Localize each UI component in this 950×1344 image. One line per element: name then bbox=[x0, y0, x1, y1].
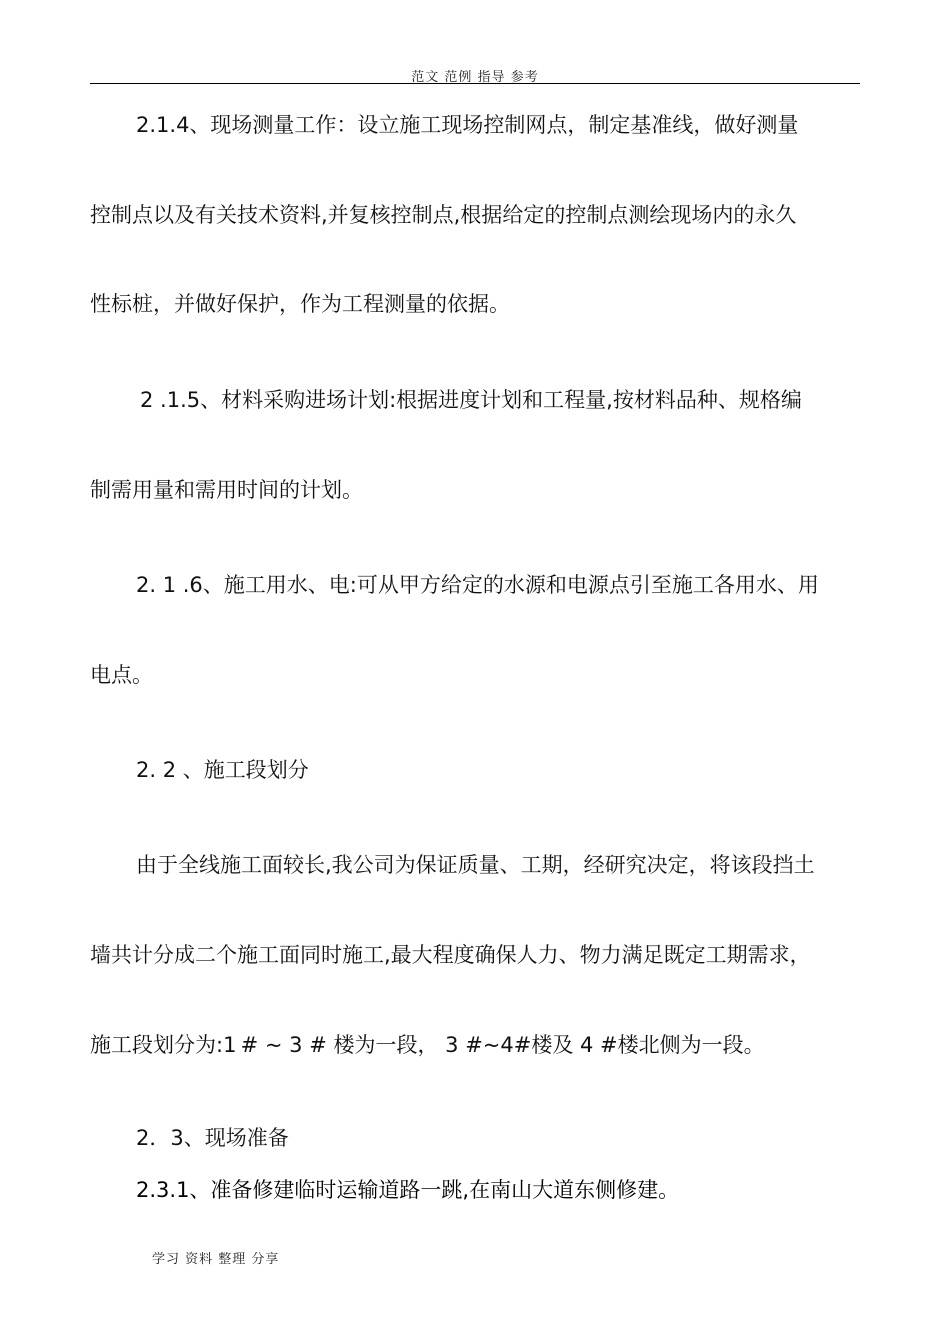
section-2-1-6-line-1: 2. 1 .6、施工用水、电:可从甲方给定的水源和电源点引至施工各用水、用 bbox=[136, 573, 819, 597]
section-2-1-5-line-2: 制需用量和需用时间的计划。 bbox=[90, 478, 363, 502]
section-2-1-4-line-3: 性标桩，并做好保护，作为工程测量的依据。 bbox=[90, 292, 510, 316]
section-2-2-heading: 2. 2 、施工段划分 bbox=[136, 758, 309, 782]
header-rule bbox=[90, 83, 860, 84]
page-footer: 学习 资料 整理 分享 bbox=[152, 1252, 280, 1267]
section-2-3-heading: 2．3、现场准备 bbox=[136, 1126, 289, 1150]
section-2-1-6-line-2: 电点。 bbox=[90, 663, 153, 687]
page-header: 范文 范例 指导 参考 bbox=[411, 70, 539, 85]
section-2-2-line-1: 由于全线施工面较长,我公司为保证质量、工期，经研究决定，将该段挡土 bbox=[136, 853, 815, 877]
section-2-1-4-line-1: 2.1.4、现场测量工作：设立施工现场控制网点，制定基准线，做好测量 bbox=[136, 113, 799, 137]
section-2-1-4-line-2: 控制点以及有关技术资料,并复核控制点,根据给定的控制点测绘现场内的永久 bbox=[90, 203, 797, 227]
section-2-1-5-line-1: 2 .1.5、材料采购进场计划:根据进度计划和工程量,按材料品种、规格编 bbox=[140, 388, 802, 412]
section-2-2-line-3: 施工段划分为:1 # ~ 3 # 楼为一段， 3 #~4#楼及 4 #楼北侧为一段。 bbox=[90, 1033, 765, 1057]
section-2-2-line-2: 墙共计分成二个施工面同时施工,最大程度确保人力、物力满足既定工期需求， bbox=[90, 943, 811, 967]
section-2-3-1-line: 2.3.1、准备修建临时运输道路一跳,在南山大道东侧修建。 bbox=[136, 1178, 680, 1202]
